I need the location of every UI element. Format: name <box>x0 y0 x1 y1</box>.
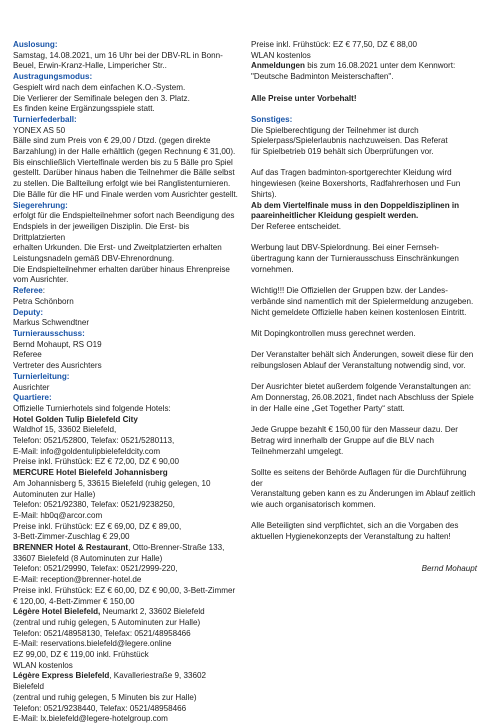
hotel-name-line <box>13 543 239 554</box>
paragraph-line: wie auch organisatorisch kommen. <box>251 500 376 510</box>
paragraph-gap <box>251 233 479 244</box>
paragraph-gap <box>251 554 479 565</box>
paragraph-gap <box>251 275 479 286</box>
hotel-line: Telefon: 0521/9238440, Telefax: 0521/48958466 <box>13 703 187 713</box>
hotel-name: Hotel Golden Tulip Bielefeld City <box>13 414 138 424</box>
hotel-line: E-Mail: info@goldentulipbielefeldcity.com <box>13 446 161 456</box>
paragraph-line: Spielerpass/Spielerlaubnis nachzuweisen. Das Referat <box>251 136 448 146</box>
paragraph-line: übertragung kann der Turnierausschuss Einschränkungen <box>251 254 459 263</box>
hotel-line: E-Mail: lx.bielefeld@legere-hotelgroup.com <box>13 714 168 724</box>
hotel-line: Am Johannisberg 5, 33615 Bielefeld (ruhig gelegen, 10 <box>13 478 211 488</box>
siegerehrung-line: Leistungsnadeln gemäß DBV-Ehrenordnung. <box>13 254 175 264</box>
hotel-name: Légère Hotel Bielefeld, <box>13 607 101 617</box>
hotel-line: EZ 99,00, DZ € 119,00 inkl. Frühstück <box>13 650 149 660</box>
siegerehrung-line: vom Ausrichter. <box>13 275 69 285</box>
hotel-line: (zentral und ruhig gelegen, 5 Minuten bis zur Halle) <box>13 692 197 702</box>
hotel-line: 33607 Bielefeld (8 Autominuten zur Halle) <box>13 553 163 563</box>
hotel-line: Telefon: 0521/29990, Telefax: 0521/2999-220, <box>13 564 178 574</box>
auslosung-line: Beuel, Erwin-Kranz-Halle, Limpericher Str.. <box>13 61 167 71</box>
paragraph-line: Die Spielberechtigung der Teilnehmer ist durch <box>251 125 419 135</box>
hotel-line: WLAN kostenlos <box>251 50 311 60</box>
hotel-name: BRENNER Hotel & Restaurant <box>13 543 129 553</box>
paragraph-line: Teilnehmerzahl umgelegt. <box>251 446 344 456</box>
paragraph-gap <box>251 158 479 169</box>
paragraph-line: verbände sind namentlich mit der Spielermeldung anzugeben. <box>251 296 474 306</box>
paragraph-line-bold: paareinheitlicher Kleidung gespielt werden. <box>251 211 419 221</box>
paragraph-gap <box>251 543 479 554</box>
anmeldung-kennwort: "Deutsche Badminton Meisterschaften". <box>251 72 394 82</box>
paragraph-line: Veranstaltung geben kann es zu Änderungen im Ablauf zeitlich <box>251 489 476 499</box>
paragraph-line-bold: Ab dem Viertelfinale muss in den Doppeldisziplinen in <box>251 200 460 210</box>
paragraph-gap <box>251 318 479 329</box>
right-column <box>251 40 479 575</box>
referee-colon: : <box>42 286 45 296</box>
paragraph-line: Nicht gemeldete Offizielle haben keinen kostenlosen Eintritt. <box>251 307 467 317</box>
federball-line: Bälle sind zum Preis von € 29,00 / Dtzd. (gegen direkte <box>13 136 211 146</box>
hotel-line: WLAN kostenlos <box>13 660 73 670</box>
anmeldung-line <box>251 61 479 72</box>
hotel-line: E-Mail: hb0q@arcor.com <box>13 510 103 520</box>
paragraph-gap <box>251 457 479 468</box>
hotel-name-line <box>13 671 239 692</box>
hotel-name: Légère Express Bielefeld <box>13 671 110 681</box>
hotel-name-line <box>13 468 239 479</box>
hotel-address: , Otto-Brenner-Straße 133, <box>128 543 225 553</box>
hotel-line: Preise inkl. Frühstück: EZ € 77,50, DZ € 88,00 <box>251 40 417 49</box>
left-column <box>13 40 239 725</box>
federball-line: Barzahlung) in der Halle erhältlich (gegen Rechnung € 31,00). <box>13 147 236 157</box>
siegerehrung-line: Die Endspielteilnehmer erhalten darüber hinaus Ehrenpreise <box>13 264 230 274</box>
hotel-line: Preise inkl. Frühstück: EZ € 69,00, DZ € 89,00, <box>13 521 182 531</box>
siegerehrung-heading: Siegerehrung: <box>13 200 68 210</box>
hotel-line: E-Mail: reservations.bielefeld@legere.online <box>13 639 172 649</box>
paragraph-gap <box>251 372 479 383</box>
hotel-name: MERCURE Hotel Bielefeld Johannisberg <box>13 468 168 478</box>
paragraph-line: Werbung laut DBV-Spielordnung. Bei einer Fernseh- <box>251 243 439 253</box>
paragraph-line: reibungslosen Ablauf der Veranstaltung notwendig sind, vor. <box>251 360 466 370</box>
anmeldung-label: Anmeldungen <box>251 61 305 71</box>
siegerehrung-line: Endspiels in der jeweiligen Disziplin. Die Erst- bis Drittplatzierten <box>13 221 190 242</box>
federball-line: Bis einschließlich Viertelfinale werden bis zu 5 Bälle pro Spiel <box>13 157 233 167</box>
paragraph-gap <box>251 83 479 94</box>
hotel-line: Autominuten zur Halle) <box>13 489 96 499</box>
modus-line: Gespielt wird nach dem einfachen K.O.-System. <box>13 82 186 92</box>
paragraph-line: für Spielbetrieb 019 behält sich Überprüfungen vor. <box>251 147 434 156</box>
paragraph-line: Mit Dopingkontrollen muss gerechnet werden. <box>251 328 416 338</box>
ausschuss-line: Referee <box>13 350 42 360</box>
paragraph-line: aktuellen Hygienekonzepts der Veranstaltung zu halten! <box>251 532 451 542</box>
price-notice: Alle Preise unter Vorbehalt! <box>251 93 357 103</box>
hotel-line: Telefon: 0521/52800, Telefax: 0521/5280113, <box>13 436 175 446</box>
quartiere-heading: Quartiere: <box>13 393 52 403</box>
ausschuss-line: Vertreter des Ausrichters <box>13 361 102 371</box>
siegerehrung-line: erhalten Urkunden. Die Erst- und Zweitplatzierten erhalten <box>13 243 222 253</box>
paragraph-line: in der Halle eine „Get Together Party“ statt. <box>251 403 405 413</box>
deputy-heading: Deputy: <box>13 307 44 317</box>
paragraph-line: hingewiesen (keine Boxershorts, Radfahrerhosen und Fun <box>251 179 461 189</box>
hotel-line: € 120,00, 4-Bett-Zimmer € 150,00 <box>13 596 135 606</box>
leitung-heading: Turnierleitung: <box>13 371 70 381</box>
sonstiges-heading: Sonstiges: <box>251 114 293 124</box>
modus-line: Es finden keine Ergänzungsspiele statt. <box>13 104 155 114</box>
paragraph-gap <box>251 414 479 425</box>
hotel-line: Preise inkl. Frühstück: EZ € 72,00, DZ € 90,00 <box>13 457 179 467</box>
referee-heading <box>13 286 239 297</box>
siegerehrung-line: erfolgt für die Endspielteilnehmer sofort nach Beendigung des <box>13 211 235 221</box>
paragraph-line: Shirts). <box>251 189 277 199</box>
leitung-line: Ausrichter <box>13 382 50 392</box>
anmeldung-text: bis zum 16.08.2021 unter dem Kennwort: <box>304 61 456 71</box>
federball-line: Die Bälle für die HF und Finale werden vom Ausrichter gestellt. <box>13 189 238 199</box>
referee-line: Petra Schönborn <box>13 296 74 306</box>
federball-heading: Turnierfederball: <box>13 114 77 124</box>
quartiere-intro: Offizielle Turnierhotels sind folgende Hotels: <box>13 403 171 413</box>
paragraph-line: Alle Beteiligten sind verpflichtet, sich an die Vorgaben des <box>251 521 459 531</box>
ausschuss-heading: Turnierausschuss: <box>13 328 85 338</box>
paragraph-line: Der Ausrichter bietet außerdem folgende Veranstaltungen an: <box>251 382 472 392</box>
modus-heading: Austragungsmodus: <box>13 72 93 82</box>
hotel-line: (zentral und ruhig gelegen, 5 Autominuten zur Halle) <box>13 617 201 627</box>
modus-line: Die Verlierer der Semifinale belegen den 3. Platz. <box>13 93 190 103</box>
hotel-line: Telefon: 0521/48958130, Telefax: 0521/48958466 <box>13 628 191 638</box>
paragraph-line: Sollte es seitens der Behörde Auflagen für die Durchführung der <box>251 467 467 488</box>
hotel-address: Neumarkt 2, 33602 Bielefeld <box>100 607 205 617</box>
paragraph-line: vornehmen. <box>251 264 294 274</box>
hotel-name-line <box>13 415 239 426</box>
paragraph-line: Wichtig!!! Die Offiziellen der Gruppen bzw. der Landes- <box>251 286 448 296</box>
signature: Bernd Mohaupt <box>421 564 477 574</box>
referee-label: Referee <box>13 286 43 296</box>
federball-line: zu stellen. Die Ballteilung erfolgt wie bei Ranglistenturnieren. <box>13 179 231 189</box>
federball-line: gestellt. Darüber hinaus haben die Teilnehmer die Bälle selbst <box>13 168 235 178</box>
hotel-line: E-Mail: reception@brenner-hotel.de <box>13 575 142 585</box>
hotel-line: Preise inkl. Frühstück: EZ € 60,00, DZ € 90,00, 3-Bett-Zimmer <box>13 585 236 595</box>
paragraph-gap <box>251 104 479 115</box>
hotel-address: , Kavalleriestraße 9, 33602 Bielefeld <box>13 671 207 692</box>
auslosung-line: Samstag, 14.08.2021, um 16 Uhr bei der DBV-RL in Bonn- <box>13 50 223 60</box>
hotel-name-line <box>13 607 239 618</box>
paragraph-line: Jede Gruppe bezahlt € 150,00 für den Masseur dazu. Der <box>251 425 458 435</box>
paragraph-line: Betrag wird innerhalb der Gruppe auf die BLV nach <box>251 435 434 445</box>
paragraph-line: Am Donnerstag, 26.08.2021, findet nach Abschluss der Spiele <box>251 393 474 403</box>
paragraph-line: Auf das Tragen badminton-sportgerechter Kleidung wird <box>251 168 452 178</box>
hotel-line: 3-Bett-Zimmer-Zuschlag € 29,00 <box>13 532 130 542</box>
deputy-line: Markus Schwendtner <box>13 318 90 328</box>
federball-line: YONEX AS 50 <box>13 125 66 135</box>
hotel-line: Waldhof 15, 33602 Bielefeld, <box>13 425 117 435</box>
paragraph-line: Der Veranstalter behält sich Änderungen, soweit diese für den <box>251 350 474 360</box>
paragraph-gap <box>251 340 479 351</box>
ausschuss-line: Bernd Mohaupt, RS O19 <box>13 339 102 349</box>
auslosung-heading: Auslosung: <box>13 40 58 49</box>
hotel-line: Telefon: 0521/92380, Telefax: 0521/9238250, <box>13 500 175 510</box>
paragraph-line: Der Referee entscheidet. <box>251 221 341 231</box>
paragraph-gap <box>251 511 479 522</box>
